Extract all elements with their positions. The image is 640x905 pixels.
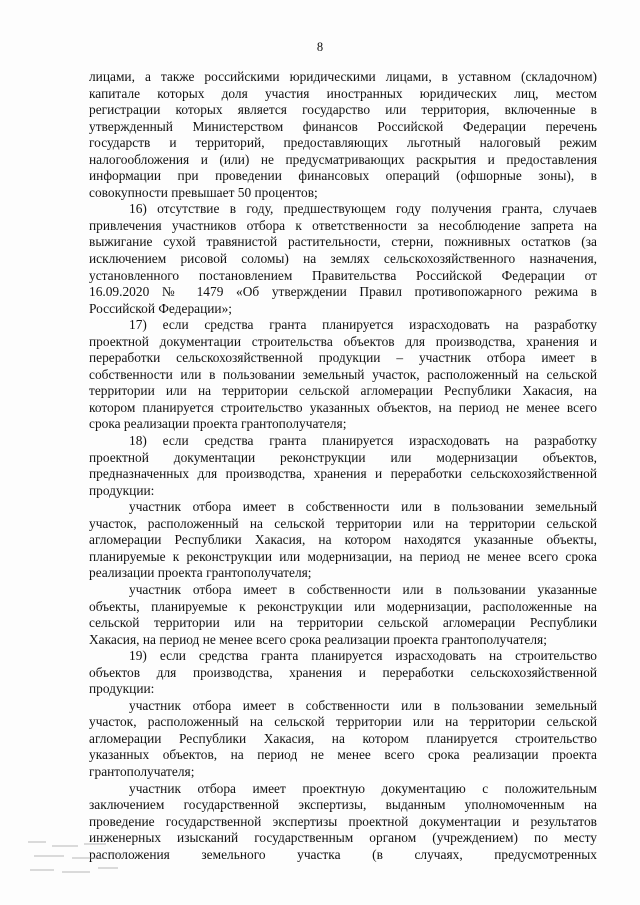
text-line: расположения земельного участка (в случаях, предусмотренных xyxy=(89,846,597,862)
text-line: регистрации которых является государство или территория, включенные в xyxy=(89,102,597,118)
text-line: исключением рисовой соломы) на землях сельскохозяйственного назначения, xyxy=(89,251,597,267)
document-body xyxy=(89,69,597,863)
text-line: лицами, а также российскими юридическими лицами, в уставном (складочном) xyxy=(89,69,597,84)
text-line: участник отбора имеет проектную документацию с положительным xyxy=(129,780,597,796)
text-line: участок, расположенный на сельской территории или на территории сельской xyxy=(89,515,597,531)
text-line: информации при проведении финансовых операций (офшорные зоны), в xyxy=(89,168,597,184)
text-line: Хакасия, на период не менее всего срока реализации проекта грантополучателя; xyxy=(89,631,547,647)
text-line: капитале которых доля участия иностранных юридических лиц, местом xyxy=(89,85,597,101)
text-line: проектной документации строительства объектов для производства, хранения и xyxy=(89,333,597,349)
text-line: 16) отсутствие в году, предшествующем году получения гранта, случаев xyxy=(129,201,597,217)
text-line: установленного постановлением Правительства Российской Федерации от xyxy=(89,267,597,283)
text-line: утвержденный Министерством финансов Российской Федерации перечень xyxy=(89,118,597,134)
page-number: 8 xyxy=(316,40,324,54)
text-line: срока реализации проекта грантополучателя; xyxy=(89,416,347,432)
text-line: выжигание сухой травянистой растительности, стерни, пожнивных остатков (за xyxy=(89,234,597,250)
scan-artifact xyxy=(20,835,140,880)
text-line: указанных объектов, на период не менее всего срока реализации проекта xyxy=(89,747,597,763)
text-line: государств и территорий, предоставляющих льготный налоговый режим xyxy=(89,135,597,151)
text-line: сельской территории или на территории сельской агломерации Республики xyxy=(89,615,597,631)
text-line: заключением государственной экспертизы, выданным уполномоченным на xyxy=(89,797,597,813)
text-line: участник отбора имеет в собственности или в пользовании земельный xyxy=(129,499,597,515)
text-line: Российской Федерации»; xyxy=(89,300,232,316)
text-line: участник отбора имеет в собственности или в пользовании земельный xyxy=(129,697,597,713)
text-line: объектов для производства, хранения и переработки сельскохозяйственной xyxy=(89,664,597,680)
text-line: 17) если средства гранта планируется израсходовать на разработку xyxy=(129,317,597,333)
text-line: грантополучателя; xyxy=(89,763,195,779)
text-line: территории или на территории сельской агломерации Республики Хакасия, на xyxy=(89,383,597,399)
text-line: собственности или в пользовании земельный участок, расположенный на сельской xyxy=(89,366,597,382)
text-line: переработки сельскохозяйственной продукции – участник отбора имеет в xyxy=(89,350,597,366)
text-line: котором планируется строительство указанных объектов, на период не менее всего xyxy=(89,399,597,415)
text-line: 19) если средства гранта планируется израсходовать на строительство xyxy=(129,648,597,664)
text-line: проектной документации реконструкции или модернизации объектов, xyxy=(89,449,597,465)
text-line: продукции: xyxy=(89,482,155,498)
text-line: агломерации Республики Хакасия, на котором находятся указанные объекты, xyxy=(89,532,597,548)
text-line: реализации проекта грантополучателя; xyxy=(89,565,312,581)
text-line: объекты, планируемые к реконструкции или модернизации, расположенные на xyxy=(89,598,597,614)
text-line: предназначенных для производства, хранения и переработки сельскохозяйственной xyxy=(89,466,597,482)
text-line: агломерации Республики Хакасия, на котором планируется строительство xyxy=(89,730,597,746)
text-line: продукции: xyxy=(89,681,155,697)
text-line: проведение государственной экспертизы проектной документации и результатов xyxy=(89,813,597,829)
text-line: участок, расположенный на сельской территории или на территории сельской xyxy=(89,714,597,730)
text-line: налогообложения и (или) не предусматривающих раскрытия и предоставления xyxy=(89,151,597,167)
text-line: привлечения участников отбора к ответственности за несоблюдение запрета на xyxy=(89,217,597,233)
text-line: 16.09.2020 № 1479 «Об утверждении Правил противопожарного режима в xyxy=(89,284,597,300)
text-line: участник отбора имеет в собственности или в пользовании указанные xyxy=(129,581,597,597)
text-line: инженерных изысканий государственным органом (учреждением) по месту xyxy=(89,830,597,846)
text-line: планируемые к реконструкции или модернизации, на период не менее всего срока xyxy=(89,548,597,564)
text-line: совокупности превышает 50 процентов; xyxy=(89,184,318,200)
text-line: 18) если средства гранта планируется израсходовать на разработку xyxy=(129,433,597,449)
